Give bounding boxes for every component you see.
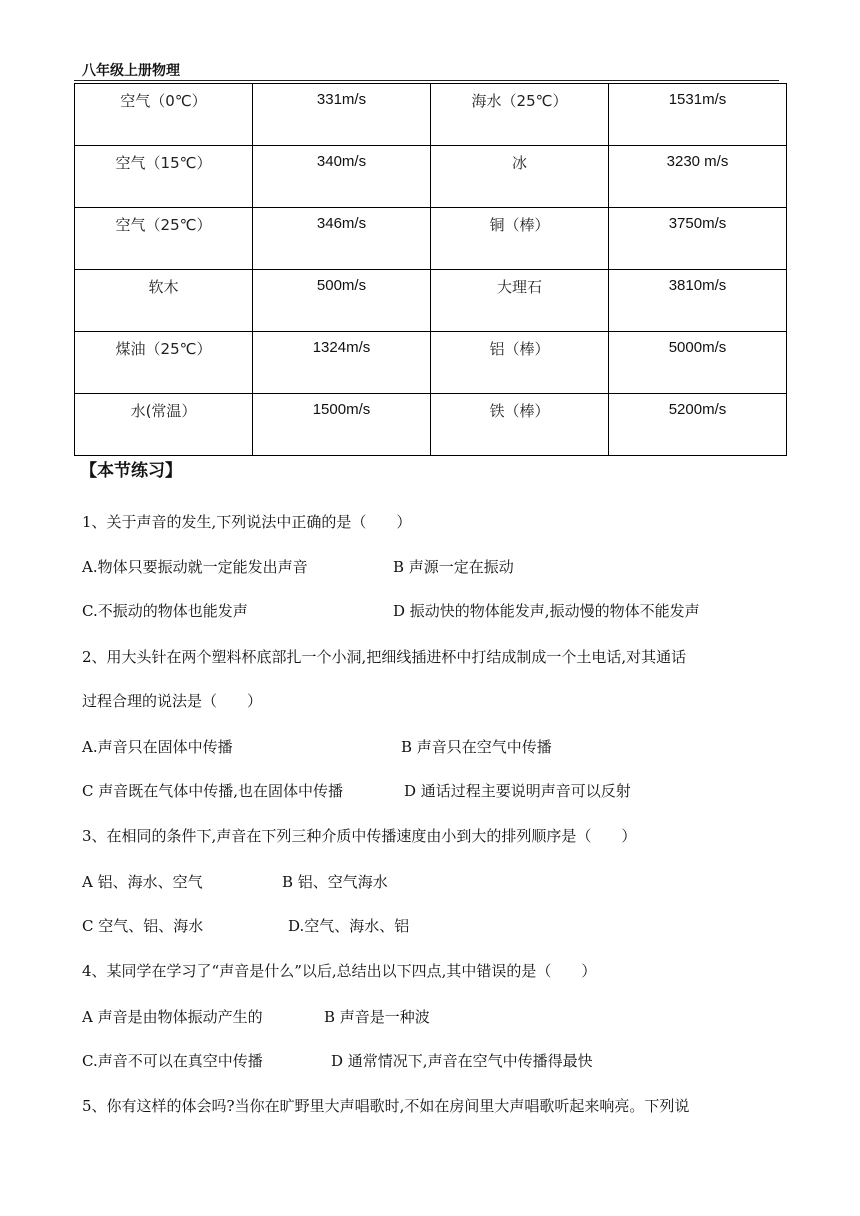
medium-name: 煤油（25℃） bbox=[115, 340, 212, 358]
question-1-option-c: C.不振动的物体也能发声 bbox=[82, 602, 248, 620]
speed-value-cell bbox=[609, 146, 787, 208]
medium-name: 空气（0℃） bbox=[120, 92, 207, 110]
table-row bbox=[75, 146, 787, 208]
speed-value-cell bbox=[253, 270, 431, 332]
medium-name: 冰 bbox=[511, 154, 527, 172]
medium-name-cell bbox=[431, 332, 609, 394]
table-row bbox=[75, 270, 787, 332]
speed-value-cell bbox=[253, 394, 431, 456]
question-4-option-c: C.声音不可以在真空中传播 bbox=[82, 1052, 263, 1070]
medium-name-cell bbox=[431, 84, 609, 146]
table-row bbox=[75, 332, 787, 394]
speed-value: 3750m/s bbox=[668, 215, 727, 232]
question-2-option-a: A.声音只在固体中传播 bbox=[82, 738, 233, 756]
section-title: 【本节练习】 bbox=[80, 461, 182, 481]
question-1-option-a: A.物体只要振动就一定能发出声音 bbox=[82, 558, 308, 576]
medium-name: 大理石 bbox=[496, 278, 542, 296]
medium-name-cell bbox=[75, 332, 253, 394]
speed-value: 340m/s bbox=[316, 153, 367, 170]
speed-value-cell bbox=[253, 208, 431, 270]
speed-value: 3810m/s bbox=[668, 277, 727, 294]
question-2-option-c: C 声音既在气体中传播,也在固体中传播 bbox=[82, 782, 344, 800]
medium-name-cell bbox=[75, 208, 253, 270]
medium-name-cell bbox=[431, 270, 609, 332]
sound-speed-table bbox=[74, 83, 787, 456]
question-2-option-b: B 声音只在空气中传播 bbox=[401, 738, 552, 756]
speed-value-cell bbox=[253, 332, 431, 394]
question-4-option-a: A 声音是由物体振动产生的 bbox=[82, 1008, 263, 1026]
table-row bbox=[75, 208, 787, 270]
question-1-option-d: D 振动快的物体能发声,振动慢的物体不能发声 bbox=[393, 602, 700, 620]
speed-value: 5000m/s bbox=[668, 339, 727, 356]
speed-value-cell bbox=[253, 84, 431, 146]
speed-value: 1324m/s bbox=[312, 339, 371, 356]
question-3-stem: 3、在相同的条件下,声音在下列三种介质中传播速度由小到大的排列顺序是（ ） bbox=[82, 827, 637, 845]
speed-value: 5200m/s bbox=[668, 401, 727, 418]
question-4-option-b: B 声音是一种波 bbox=[324, 1008, 430, 1026]
medium-name-cell bbox=[75, 394, 253, 456]
speed-value-cell bbox=[609, 208, 787, 270]
speed-value: 1531m/s bbox=[668, 91, 727, 108]
medium-name-cell bbox=[75, 84, 253, 146]
medium-name: 铝（棒） bbox=[489, 340, 550, 358]
medium-name: 空气（15℃） bbox=[115, 154, 212, 172]
speed-value: 1500m/s bbox=[312, 401, 371, 418]
medium-name: 铜（棒） bbox=[489, 216, 550, 234]
medium-name: 空气（25℃） bbox=[115, 216, 212, 234]
question-1-option-b: B 声源一定在振动 bbox=[393, 558, 514, 576]
medium-name-cell bbox=[431, 146, 609, 208]
medium-name-cell bbox=[75, 270, 253, 332]
medium-name-cell bbox=[431, 208, 609, 270]
speed-value: 331m/s bbox=[316, 91, 367, 108]
speed-value-cell bbox=[609, 394, 787, 456]
speed-value: 500m/s bbox=[316, 277, 367, 294]
medium-name-cell bbox=[75, 146, 253, 208]
question-4-option-d: D 通常情况下,声音在空气中传播得最快 bbox=[331, 1052, 593, 1070]
medium-name: 铁（棒） bbox=[489, 402, 550, 420]
question-5-stem: 5、你有这样的体会吗?当你在旷野里大声唱歌时,不如在房间里大声唱歌听起来响亮。下列说 bbox=[82, 1097, 690, 1115]
question-2-stem-line-2: 过程合理的说法是（ ） bbox=[82, 692, 263, 710]
speed-value-cell bbox=[609, 270, 787, 332]
question-2-option-d: D 通话过程主要说明声音可以反射 bbox=[404, 782, 631, 800]
question-3-option-b: B 铝、空气海水 bbox=[282, 873, 388, 891]
medium-name: 水(常温） bbox=[130, 402, 197, 420]
speed-value-cell bbox=[609, 332, 787, 394]
question-3-option-c: C 空气、铝、海水 bbox=[82, 917, 204, 935]
question-3-option-d: D.空气、海水、铝 bbox=[288, 917, 410, 935]
question-3-option-a: A 铝、海水、空气 bbox=[82, 873, 203, 891]
table-row bbox=[75, 84, 787, 146]
speed-value-cell bbox=[609, 84, 787, 146]
question-4-stem: 4、某同学在学习了“声音是什么”以后,总结出以下四点,其中错误的是（ ） bbox=[82, 962, 597, 980]
medium-name: 软木 bbox=[148, 278, 179, 296]
speed-value: 3230 m/s bbox=[666, 153, 729, 170]
header-divider bbox=[74, 80, 779, 81]
speed-value: 346m/s bbox=[316, 215, 367, 232]
medium-name: 海水（25℃） bbox=[471, 92, 568, 110]
question-2-stem-line-1: 2、用大头针在两个塑料杯底部扎一个小洞,把细线插进杯中打结成制成一个土电话,对其通话 bbox=[82, 648, 687, 666]
medium-name-cell bbox=[431, 394, 609, 456]
question-1-stem: 1、关于声音的发生,下列说法中正确的是（ ） bbox=[82, 513, 412, 531]
speed-value-cell bbox=[253, 146, 431, 208]
page-header-title: 八年级上册物理 bbox=[82, 63, 180, 79]
table-row bbox=[75, 394, 787, 456]
